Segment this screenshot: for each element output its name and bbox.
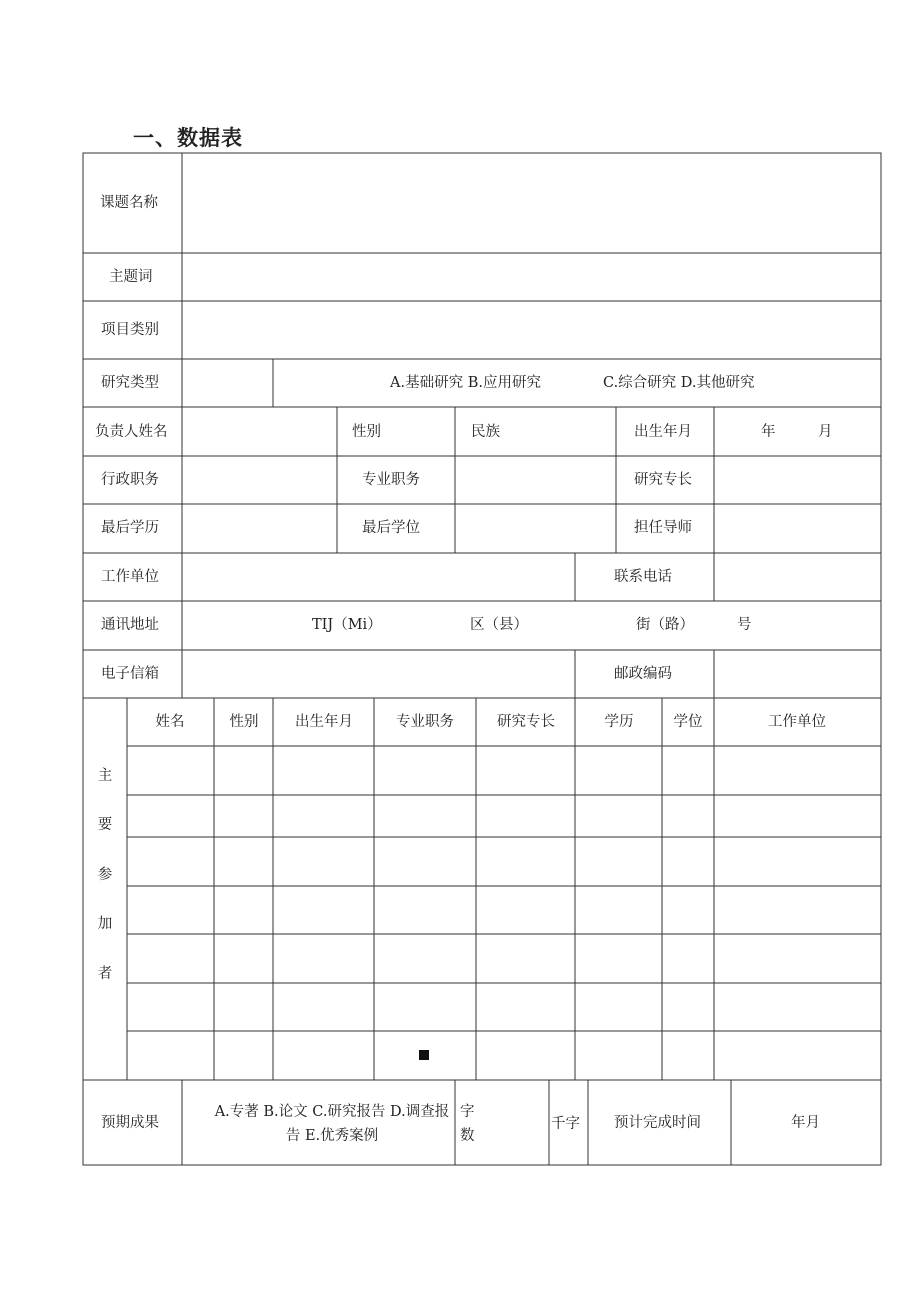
label-professional-title: 专业职务 (362, 472, 420, 488)
label-year-month: 年月 (791, 1115, 820, 1131)
address-district: 区（县） (470, 617, 528, 633)
header-gender: 性别 (229, 714, 259, 730)
page-title: 一、数据表 (133, 126, 243, 150)
participants-label-4: 加 (97, 916, 113, 932)
label-admin-position: 行政职务 (101, 472, 159, 488)
header-degree: 学位 (673, 714, 703, 730)
label-research-specialty: 研究专长 (634, 472, 692, 488)
participants-label-3: 参 (97, 867, 113, 883)
label-month: 月 (818, 424, 833, 440)
label-keywords: 主题词 (109, 269, 153, 285)
label-ethnicity: 民族 (471, 424, 500, 440)
participants-label-1: 主 (97, 768, 113, 784)
label-topic-name: 课题名称 (100, 195, 158, 211)
label-postcode: 邮政编码 (614, 666, 672, 682)
label-work-unit: 工作单位 (101, 569, 159, 585)
label-degree: 最后学位 (362, 520, 420, 536)
label-email: 电子信箱 (101, 666, 159, 682)
label-supervisor: 担任导师 (634, 520, 692, 536)
label-word-count-1: 字 (460, 1104, 475, 1120)
header-birth-date: 出生年月 (295, 714, 353, 730)
label-gender: 性别 (352, 424, 381, 440)
label-education: 最后学历 (101, 520, 159, 536)
address-street: 街（路） (636, 617, 694, 633)
label-phone: 联系电话 (614, 569, 672, 585)
label-research-type: 研究类型 (101, 375, 159, 391)
label-birth-date: 出生年月 (634, 424, 692, 440)
label-leader-name: 负责人姓名 (95, 424, 168, 440)
address-city: TIJ（Mi） (312, 617, 382, 633)
label-word-count-2: 数 (460, 1128, 475, 1144)
header-professional-title: 专业职务 (396, 714, 454, 730)
header-work-unit: 工作单位 (768, 714, 826, 730)
participants-label-2: 要 (97, 817, 113, 833)
label-year: 年 (761, 424, 776, 440)
results-options: A.专著 B.论文 C.研究报告 D.调查报告 E.优秀案例 (214, 1104, 450, 1144)
research-type-options-cd: C.综合研究 D.其他研究 (603, 375, 755, 391)
research-type-options-ab: A.基础研究 B.应用研究 (390, 375, 541, 391)
participants-label-5: 者 (97, 966, 113, 982)
filled-square-mark (419, 1050, 429, 1060)
address-number: 号 (737, 617, 752, 633)
header-research-specialty: 研究专长 (497, 714, 555, 730)
header-education: 学历 (604, 714, 634, 730)
header-name: 姓名 (155, 714, 185, 730)
label-planned-completion: 预计完成时间 (614, 1115, 701, 1131)
label-expected-results: 预期成果 (101, 1115, 159, 1131)
label-project-category: 项目类别 (101, 322, 159, 338)
label-address: 通讯地址 (101, 617, 159, 633)
label-thousand-chars: 千字 (551, 1116, 580, 1132)
